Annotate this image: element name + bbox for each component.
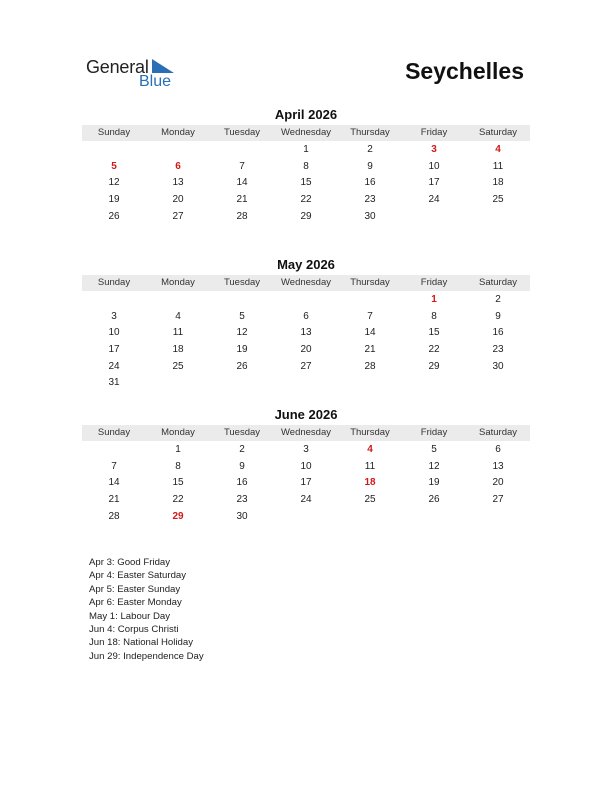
empty-day-cell [274, 292, 338, 309]
day-cell: 14 [236, 177, 248, 189]
weekday-label: Sunday [97, 127, 131, 138]
day-cell: 15 [300, 177, 312, 189]
day-cell: 10 [428, 160, 440, 172]
week-row [82, 309, 530, 326]
week-row [82, 492, 530, 509]
day-cell: 2 [367, 144, 373, 155]
day-cell: 1 [303, 144, 309, 155]
month-grid [82, 141, 530, 225]
day-cell: 6 [495, 444, 501, 455]
logo-general-text: General [86, 57, 149, 77]
day-cell: 8 [431, 310, 437, 322]
day-cell: 23 [364, 194, 376, 206]
day-cell: 3 [431, 144, 437, 155]
weekday-header-row [82, 275, 530, 291]
holiday-list [89, 556, 204, 663]
month-calendar [82, 256, 530, 392]
weekday-label: Thursday [350, 427, 390, 438]
day-cell: 6 [303, 310, 309, 322]
day-cell: 30 [492, 360, 504, 372]
day-cell: 25 [364, 494, 376, 506]
empty-day-cell [146, 375, 210, 392]
weekday-label: Wednesday [281, 427, 331, 438]
day-cell: 23 [236, 494, 248, 506]
empty-day-cell [82, 442, 146, 459]
day-cell: 7 [111, 460, 117, 472]
day-cell: 25 [492, 194, 504, 206]
day-cell: 29 [428, 360, 440, 372]
day-cell: 30 [364, 210, 376, 222]
day-cell: 17 [428, 177, 440, 189]
day-cell: 20 [300, 344, 312, 356]
logo-triangle-icon [152, 59, 174, 73]
day-cell: 26 [236, 360, 248, 372]
weekday-label: Thursday [350, 277, 390, 288]
empty-day-cell [82, 142, 146, 159]
day-cell: 11 [364, 460, 376, 472]
day-cell: 21 [236, 194, 248, 206]
holiday-item: Jun 29: Independence Day [89, 650, 204, 662]
weekday-label: Saturday [478, 427, 518, 438]
day-cell: 11 [172, 327, 184, 339]
holiday-item: Jun 18: National Holiday [89, 637, 193, 649]
week-row [82, 292, 530, 309]
day-cell: 15 [428, 327, 440, 339]
day-cell: 8 [303, 160, 309, 172]
day-cell: 12 [108, 177, 120, 189]
day-cell: 16 [492, 327, 504, 339]
day-cell: 17 [300, 477, 312, 489]
country-title: Seychelles [405, 58, 524, 84]
weekday-header-row [82, 125, 530, 141]
week-row [82, 375, 530, 392]
month-title: April 2026 [274, 107, 338, 122]
day-cell: 19 [108, 194, 120, 206]
empty-day-cell [146, 142, 210, 159]
week-row [82, 359, 530, 376]
day-cell: 17 [108, 344, 120, 356]
day-cell: 4 [495, 144, 501, 155]
empty-day-cell [402, 209, 466, 226]
day-cell: 9 [367, 160, 373, 172]
empty-day-cell [466, 509, 530, 526]
logo-blue-text: Blue [139, 73, 172, 90]
empty-day-cell [210, 292, 274, 309]
day-cell: 30 [236, 510, 248, 522]
month-calendar [82, 106, 530, 225]
day-cell: 18 [172, 344, 184, 356]
weekday-label: Monday [161, 277, 195, 288]
week-row [82, 192, 530, 209]
day-cell: 14 [364, 327, 376, 339]
day-cell: 12 [428, 460, 440, 472]
day-cell: 1 [175, 444, 181, 455]
day-cell: 2 [239, 444, 245, 455]
day-cell: 20 [172, 194, 184, 206]
weekday-label: Monday [161, 127, 195, 138]
weekday-label: Sunday [97, 427, 131, 438]
day-cell: 26 [428, 494, 440, 506]
day-cell: 18 [492, 177, 504, 189]
day-cell: 7 [239, 160, 245, 172]
day-cell: 10 [300, 460, 312, 472]
holiday-item: Apr 5: Easter Sunday [89, 583, 181, 595]
day-cell: 3 [303, 444, 309, 455]
month-title: June 2026 [274, 407, 338, 422]
day-cell: 14 [108, 477, 120, 489]
empty-day-cell [338, 375, 402, 392]
day-cell: 24 [300, 494, 312, 506]
empty-day-cell [338, 509, 402, 526]
week-row [82, 459, 530, 476]
day-cell: 5 [431, 444, 437, 455]
month-grid [82, 441, 530, 525]
day-cell: 19 [428, 477, 440, 489]
day-cell: 24 [428, 194, 440, 206]
empty-day-cell [402, 509, 466, 526]
day-cell: 13 [172, 177, 184, 189]
day-cell: 27 [172, 210, 184, 222]
day-cell: 13 [300, 327, 312, 339]
empty-day-cell [82, 292, 146, 309]
day-cell: 29 [172, 510, 184, 522]
weekday-label: Wednesday [281, 127, 331, 138]
day-cell: 7 [367, 310, 373, 322]
day-cell: 22 [300, 194, 312, 206]
day-cell: 5 [239, 310, 245, 322]
day-cell: 27 [492, 494, 504, 506]
holiday-item: Apr 6: Easter Monday [89, 597, 182, 609]
day-cell: 29 [300, 210, 312, 222]
day-cell: 18 [364, 477, 376, 489]
empty-day-cell [274, 509, 338, 526]
holiday-item: Apr 3: Good Friday [89, 557, 171, 568]
day-cell: 24 [108, 360, 120, 372]
day-cell: 4 [367, 444, 373, 455]
day-cell: 3 [111, 310, 117, 322]
empty-day-cell [338, 292, 402, 309]
week-row [82, 475, 530, 492]
week-row [82, 142, 530, 159]
day-cell: 9 [495, 310, 501, 322]
day-cell: 23 [492, 344, 504, 356]
weekday-label: Friday [420, 127, 448, 138]
weekday-label: Tuesday [223, 277, 261, 288]
day-cell: 28 [236, 210, 248, 222]
month-grid [82, 291, 530, 392]
day-cell: 21 [364, 344, 376, 356]
day-cell: 19 [236, 344, 248, 356]
day-cell: 2 [495, 294, 501, 305]
day-cell: 6 [175, 160, 181, 172]
empty-day-cell [274, 375, 338, 392]
empty-day-cell [210, 375, 274, 392]
weekday-label: Friday [420, 277, 448, 288]
weekday-label: Wednesday [281, 277, 331, 288]
day-cell: 21 [108, 494, 120, 506]
day-cell: 31 [108, 377, 120, 389]
weekday-label: Sunday [97, 277, 131, 288]
day-cell: 22 [172, 494, 184, 506]
day-cell: 12 [236, 327, 248, 339]
week-row [82, 509, 530, 526]
day-cell: 13 [492, 460, 504, 472]
weekday-label: Monday [161, 427, 195, 438]
month-calendar [82, 406, 530, 525]
week-row [82, 325, 530, 342]
day-cell: 5 [111, 160, 117, 172]
day-cell: 28 [108, 510, 120, 522]
day-cell: 11 [492, 160, 504, 172]
day-cell: 9 [239, 460, 245, 472]
empty-day-cell [466, 209, 530, 226]
day-cell: 10 [108, 327, 120, 339]
day-cell: 20 [492, 477, 504, 489]
day-cell: 22 [428, 344, 440, 356]
day-cell: 28 [364, 360, 376, 372]
week-row [82, 159, 530, 176]
day-cell: 4 [175, 310, 181, 322]
month-title: May 2026 [277, 257, 335, 272]
weekday-label: Thursday [350, 127, 390, 138]
empty-day-cell [466, 375, 530, 392]
logo [86, 56, 186, 90]
weekday-label: Friday [420, 427, 448, 438]
holiday-item: May 1: Labour Day [89, 610, 171, 622]
day-cell: 16 [236, 477, 248, 489]
empty-day-cell [146, 292, 210, 309]
weekday-label: Saturday [478, 277, 518, 288]
day-cell: 15 [172, 477, 184, 489]
week-row [82, 342, 530, 359]
day-cell: 25 [172, 360, 184, 372]
holiday-item: Jun 4: Corpus Christi [89, 624, 179, 636]
day-cell: 1 [431, 294, 437, 305]
empty-day-cell [402, 375, 466, 392]
week-row [82, 442, 530, 459]
week-row [82, 175, 530, 192]
weekday-label: Saturday [478, 127, 518, 138]
day-cell: 26 [108, 210, 120, 222]
day-cell: 16 [364, 177, 376, 189]
weekday-label: Tuesday [223, 127, 261, 138]
weekday-label: Tuesday [223, 427, 261, 438]
day-cell: 27 [300, 360, 312, 372]
empty-day-cell [210, 142, 274, 159]
week-row [82, 209, 530, 226]
weekday-header-row [82, 425, 530, 441]
day-cell: 8 [175, 460, 181, 472]
holiday-item: Apr 4: Easter Saturday [89, 570, 187, 582]
